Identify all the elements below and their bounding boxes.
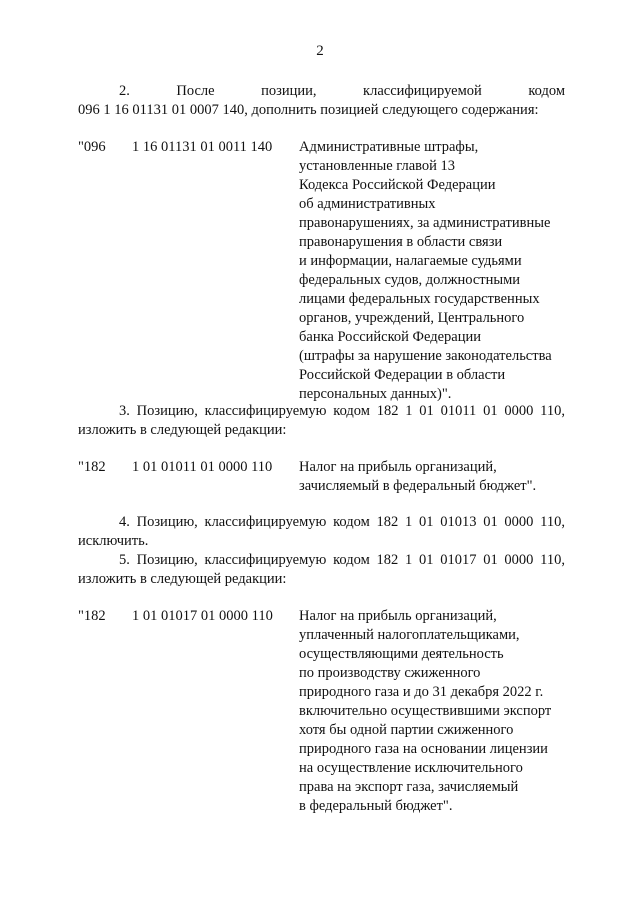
paragraph-3: [78, 402, 565, 440]
description-line: установленные главой 13: [299, 158, 456, 174]
paragraph-5-line-1: 5. Позицию, классифицируемую кодом 182 1 01 01017 01 0000 110,: [119, 552, 565, 568]
description-line: зачисляемый в федеральный бюджет".: [299, 478, 537, 494]
page-number: 2: [316, 43, 324, 59]
description-line: Налог на прибыль организаций,: [299, 608, 497, 624]
description-line: по производству сжиженного: [299, 665, 481, 681]
description-line: Кодекса Российской Федерации: [299, 177, 496, 193]
description-line: лицами федеральных государственных: [299, 291, 540, 307]
description-line: права на экспорт газа, зачисляемый: [299, 779, 519, 795]
description-line: хотя бы одной партии сжиженного: [299, 722, 514, 738]
description-line: правонарушения в области связи: [299, 234, 503, 250]
description-line: правонарушениях, за административные: [299, 215, 551, 231]
description-line: Налог на прибыль организаций,: [299, 459, 497, 475]
description-line: Российской Федерации в области: [299, 367, 506, 383]
description-line: природного газа и до 31 декабря 2022 г.: [299, 684, 544, 700]
description-line: уплаченный налогоплательщиками,: [299, 627, 520, 643]
paragraph-2: [78, 82, 565, 120]
paragraph-4-line-2: исключить.: [78, 533, 149, 549]
description-line: включительно осуществившими экспорт: [299, 703, 552, 719]
entry-classification-code: 1 01 01017 01 0000 110: [132, 608, 273, 624]
description-line: (штрафы за нарушение законодательства: [299, 348, 552, 364]
entry-classification-code: 1 01 01011 01 0000 110: [132, 459, 273, 475]
description-line: осуществляющими деятельность: [299, 646, 504, 662]
paragraph-3-line-1: 3. Позицию, классифицируемую кодом 182 1 01 01011 01 0000 110,: [119, 403, 565, 419]
paragraph-5: [78, 551, 565, 589]
description-line: органов, учреждений, Центрального: [299, 310, 525, 326]
description-line: банка Российской Федерации: [299, 329, 482, 345]
paragraph-4: [78, 513, 565, 551]
entry-admin-code: "182: [78, 608, 106, 624]
entry-description: [299, 138, 569, 404]
paragraph-5-line-2: изложить в следующей редакции:: [78, 571, 287, 587]
description-line: природного газа на основании лицензии: [299, 741, 548, 757]
description-line: персональных данных)".: [299, 386, 452, 402]
entry-description: [299, 607, 569, 816]
entry-admin-code: "096: [78, 139, 106, 155]
paragraph-4-line-1: 4. Позицию, классифицируемую кодом 182 1 01 01013 01 0000 110,: [119, 514, 565, 530]
description-line: Административные штрафы,: [299, 139, 479, 155]
description-line: и информации, налагаемые судьями: [299, 253, 522, 269]
paragraph-2-line-1: 2. После позиции, классифицируемой кодом: [119, 83, 565, 99]
paragraph-2-line-2: 096 1 16 01131 01 0007 140, дополнить позицией следующего содержания:: [78, 102, 539, 118]
description-line: об административных: [299, 196, 436, 212]
description-line: в федеральный бюджет".: [299, 798, 453, 814]
description-line: федеральных судов, должностными: [299, 272, 521, 288]
entry-classification-code: 1 16 01131 01 0011 140: [132, 139, 273, 155]
description-line: на осуществление исключительного: [299, 760, 523, 776]
entry-admin-code: "182: [78, 459, 106, 475]
entry-description: [299, 458, 569, 496]
paragraph-3-line-2: изложить в следующей редакции:: [78, 422, 287, 438]
